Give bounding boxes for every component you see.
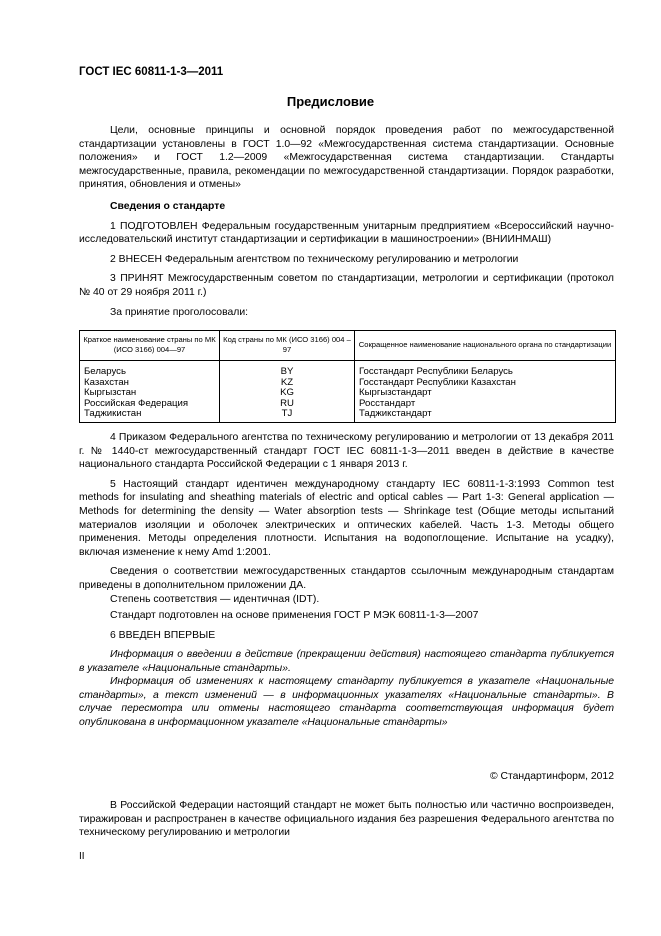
info-heading: Сведения о стандарте xyxy=(110,201,226,212)
code-cell: TJ xyxy=(220,409,355,422)
header-country: Краткое наименование страны по МК (ИСО 3166) 004—97 xyxy=(80,331,220,361)
code-cell: KG xyxy=(220,388,355,399)
item-4: 4 Приказом Федерального агентства по техническому регулированию и метрологии от 13 декабря 2011 г. № 1440-ст межгосударственный стандарт ГОСТ IEC 60811-1-3—2011 введен в действие в качестве национального стандарта Российской Федерации с 1 января 2013 г. xyxy=(79,432,614,471)
item-5-degree: Степень соответствия — идентичная (IDT). xyxy=(110,593,320,605)
table-row xyxy=(80,409,616,422)
items-4-6-section xyxy=(79,431,614,642)
rights-notice: В Российской Федерации настоящий стандарт не может быть полностью или частично воспроизведен, тиражирован и распространен в качестве официального издания без разрешения Федерального агентства по техническому регулированию и метрологии xyxy=(79,800,614,839)
item-5-basis: Стандарт подготовлен на основе применения ГОСТ Р МЭК 60811-1-3—2007 xyxy=(110,610,479,622)
table-row xyxy=(80,361,616,378)
body-cell: Кыргызстандарт xyxy=(355,388,616,399)
item-5-refs: Сведения о соответствии межгосударственных стандартов ссылочным международным стандартам приведены в дополнительном приложении ДА. xyxy=(79,566,614,591)
header-body: Сокращенное наименование национального органа по стандартизации xyxy=(355,331,616,361)
item-3: 3 ПРИНЯТ Межгосударственным советом по стандартизации, метрологии и сертификации (протокол № 40 от 29 ноября 2011 г.) xyxy=(79,273,614,298)
country-cell: Кыргызстан xyxy=(80,388,220,399)
country-cell: Беларусь xyxy=(80,361,220,378)
body-cell: Госстандарт Республики Беларусь xyxy=(355,361,616,378)
item-6: 6 ВВЕДЕН ВПЕРВЫЕ xyxy=(110,629,216,641)
vote-table xyxy=(79,330,616,423)
table-row xyxy=(80,378,616,389)
intro-section xyxy=(79,124,614,192)
intro-paragraph: Цели, основные принципы и основной порядок проведения работ по межгосударственной стандартизации установлены в ГОСТ 1.0—92 «Межгосударственная система стандартизации. Основные положения» и ГОСТ 1.2—2009 «Межгосударственная система стандартизации. Стандарты межгосударственные, правила, рекомендации по межгосударственной стандартизации. Порядок разработки, принятия, обновления и отмены» xyxy=(79,125,614,191)
body-cell: Таджикстандарт xyxy=(355,409,616,422)
item-2: 2 ВНЕСЕН Федеральным агентством по техническому регулированию и метрологии xyxy=(110,253,519,265)
info-section xyxy=(79,200,614,319)
vote-table-header-row xyxy=(80,331,616,361)
notice-1: Информация о введении в действие (прекращении действия) настоящего стандарта публикуется в указателе «Национальные стандарты». xyxy=(79,649,614,674)
item-5: 5 Настоящий стандарт идентичен международному стандарту IEC 60811-1-3:1993 Common test methods for insulating and sheathing materials of electric and optical cables — Part 1-3: General application — Methods for determining the density — Water absorption tests — Shrinkage test (Общие методы испытаний материалов изоляции и оболочек электрических и оптических кабелей. Часть 1-3. Методы общего применения. Методы определения плотности. Испытания на водопоглощение. Испытание на усадку), включая изменение к нему Amd 1:2001. xyxy=(79,478,614,558)
copyright: © Стандартинформ, 2012 xyxy=(489,771,614,782)
country-cell: Казахстан xyxy=(80,378,220,389)
rights-section xyxy=(79,799,614,840)
vote-label: За принятие проголосовали: xyxy=(110,306,249,318)
document-header: ГОСТ IEC 60811-1-3—2011 xyxy=(79,66,224,78)
header-code: Код страны по МК (ИСО 3166) 004 – 97 xyxy=(220,331,355,361)
code-cell: BY xyxy=(220,361,355,378)
notice-section xyxy=(79,648,614,730)
body-cell: Росстандарт xyxy=(355,399,616,410)
page-number: II xyxy=(79,851,85,862)
code-cell: RU xyxy=(220,399,355,410)
code-cell: KZ xyxy=(220,378,355,389)
notice-2: Информация об изменениях к настоящему стандарту публикуется в указателе «Национальные стандарты», а текст изменений — в информационных указателях «Национальные стандарты». В случае пересмотра или отмены настоящего стандарта соответствующая информация будет опубликована в информационном указателе «Национальные стандарты» xyxy=(79,676,614,728)
body-cell: Госстандарт Республики Казахстан xyxy=(355,378,616,389)
country-cell: Таджикистан xyxy=(80,409,220,422)
page-title: Предисловие xyxy=(286,94,375,109)
table-row xyxy=(80,399,616,410)
country-cell: Российская Федерация xyxy=(80,399,220,410)
item-1: 1 ПОДГОТОВЛЕН Федеральным государственным унитарным предприятием «Всероссийский научно-исследовательский институт стандартизации и сертификации в машиностроении» (ВНИИНМАШ) xyxy=(79,220,614,246)
